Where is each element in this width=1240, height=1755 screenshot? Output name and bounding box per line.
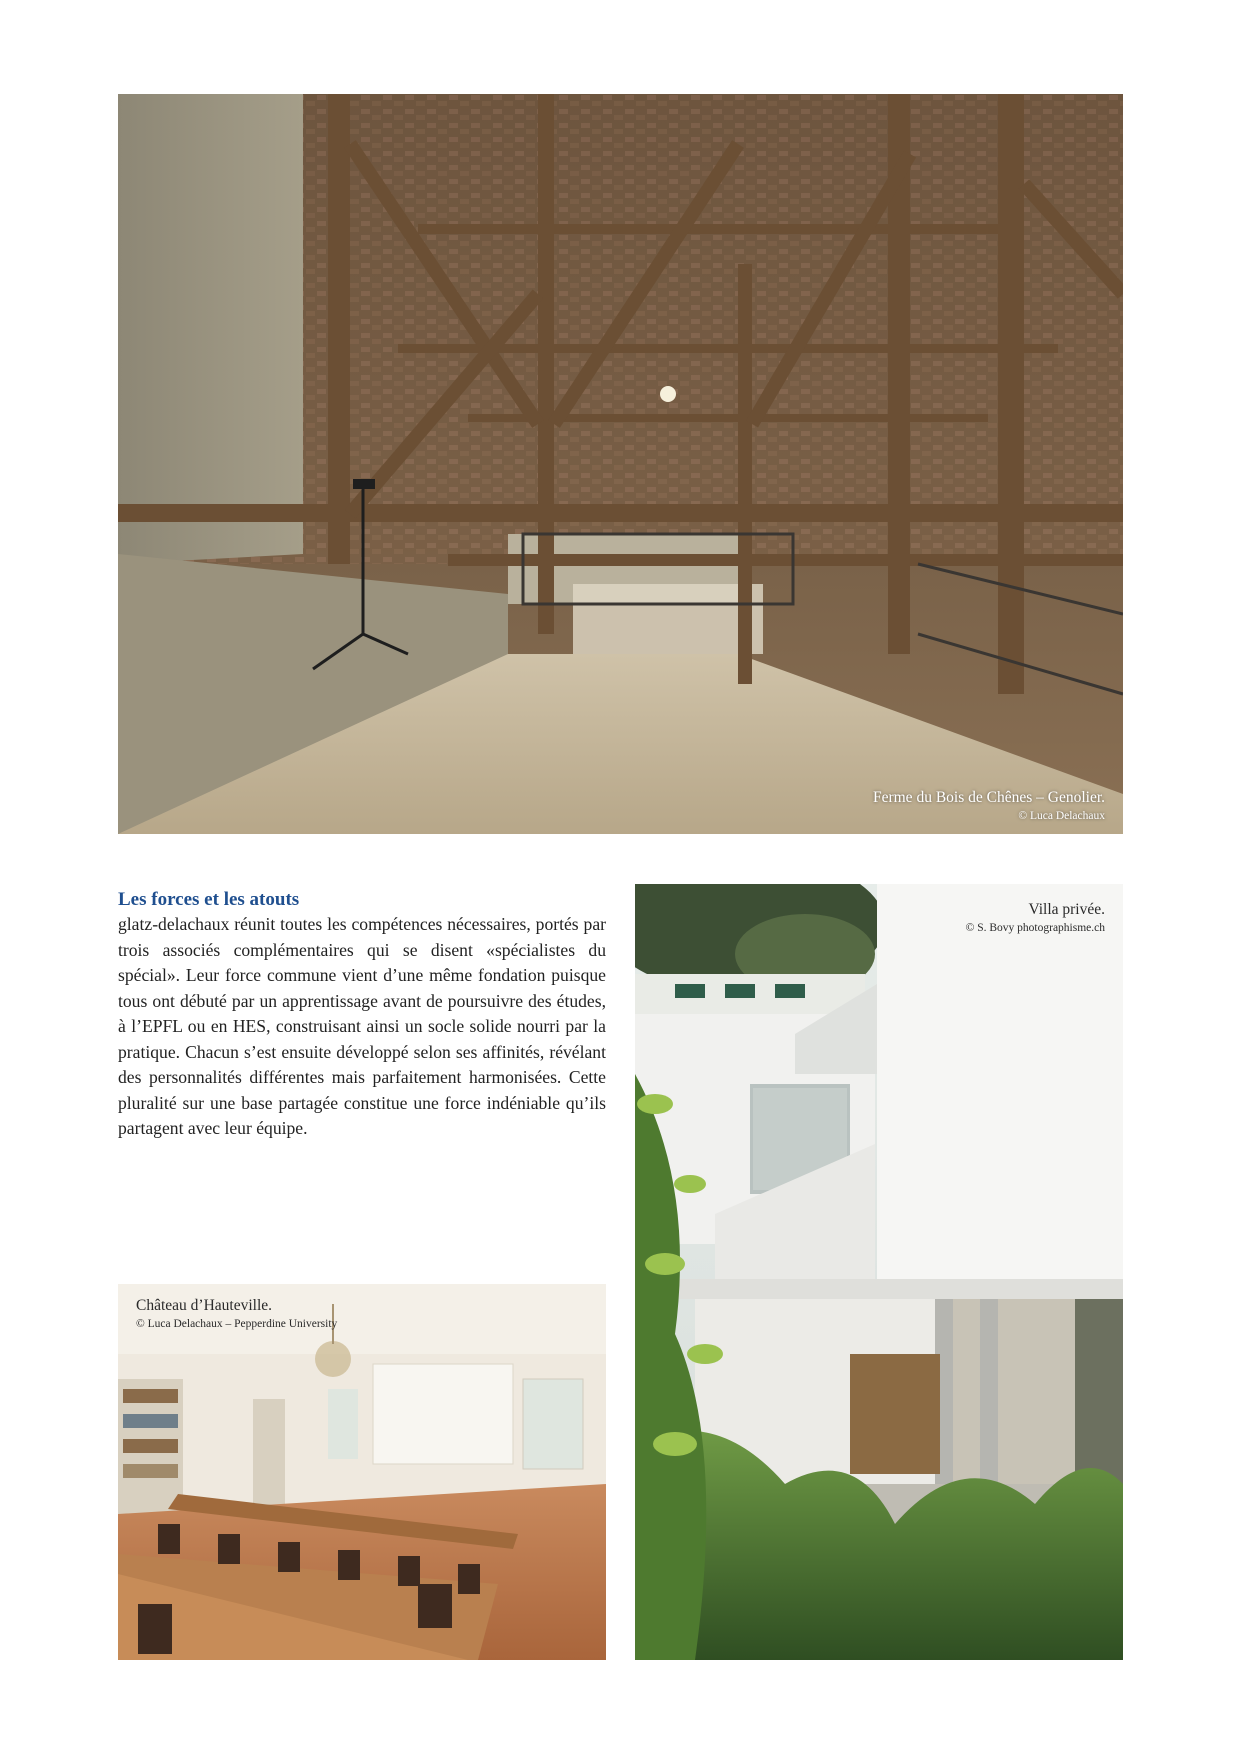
chateau-photo [118,1284,606,1660]
chateau-caption [136,1296,337,1332]
chateau-caption-title: Château d’Hauteville. [136,1297,273,1314]
barn-interior-image [118,94,1123,834]
article-heading: Les forces et les atouts [118,889,300,910]
chateau-caption-credit: © Luca Delachaux – Pepperdine University [136,1318,338,1330]
villa-caption [966,900,1105,936]
article-section [118,888,606,1142]
barn-caption-credit: © Luca Delachaux [1018,810,1105,822]
villa-caption-credit: © S. Bovy photographisme.ch [965,922,1105,934]
barn-caption-title: Ferme du Bois de Chênes – Genolier. [872,789,1105,806]
chateau-image [118,1284,606,1660]
article-body: glatz-delachaux réunit toutes les compétences nécessaires, portés par trois associés complémentaires qui se disent «spécialistes du spécial». Leur force commune vient d’une même fondation puisque tous ont débuté par un apprentissage avant de poursuivre des études, à l’EPFL ou en HES, construisant ainsi un socle solide nourri par la pratique. Chacun s’est ensuite développé selon ses affinités, révélant des personnalités différentes mais parfaitement harmonisées. Cette pluralité sur une base partagée constitue une force indéniable qu’ils partagent avec leur équipe. [118,914,606,1138]
villa-photo [635,884,1123,1660]
barn-interior-photo [118,94,1123,834]
villa-image [635,884,1123,1660]
villa-caption-title: Villa privée. [1028,901,1105,918]
barn-caption [873,788,1105,824]
